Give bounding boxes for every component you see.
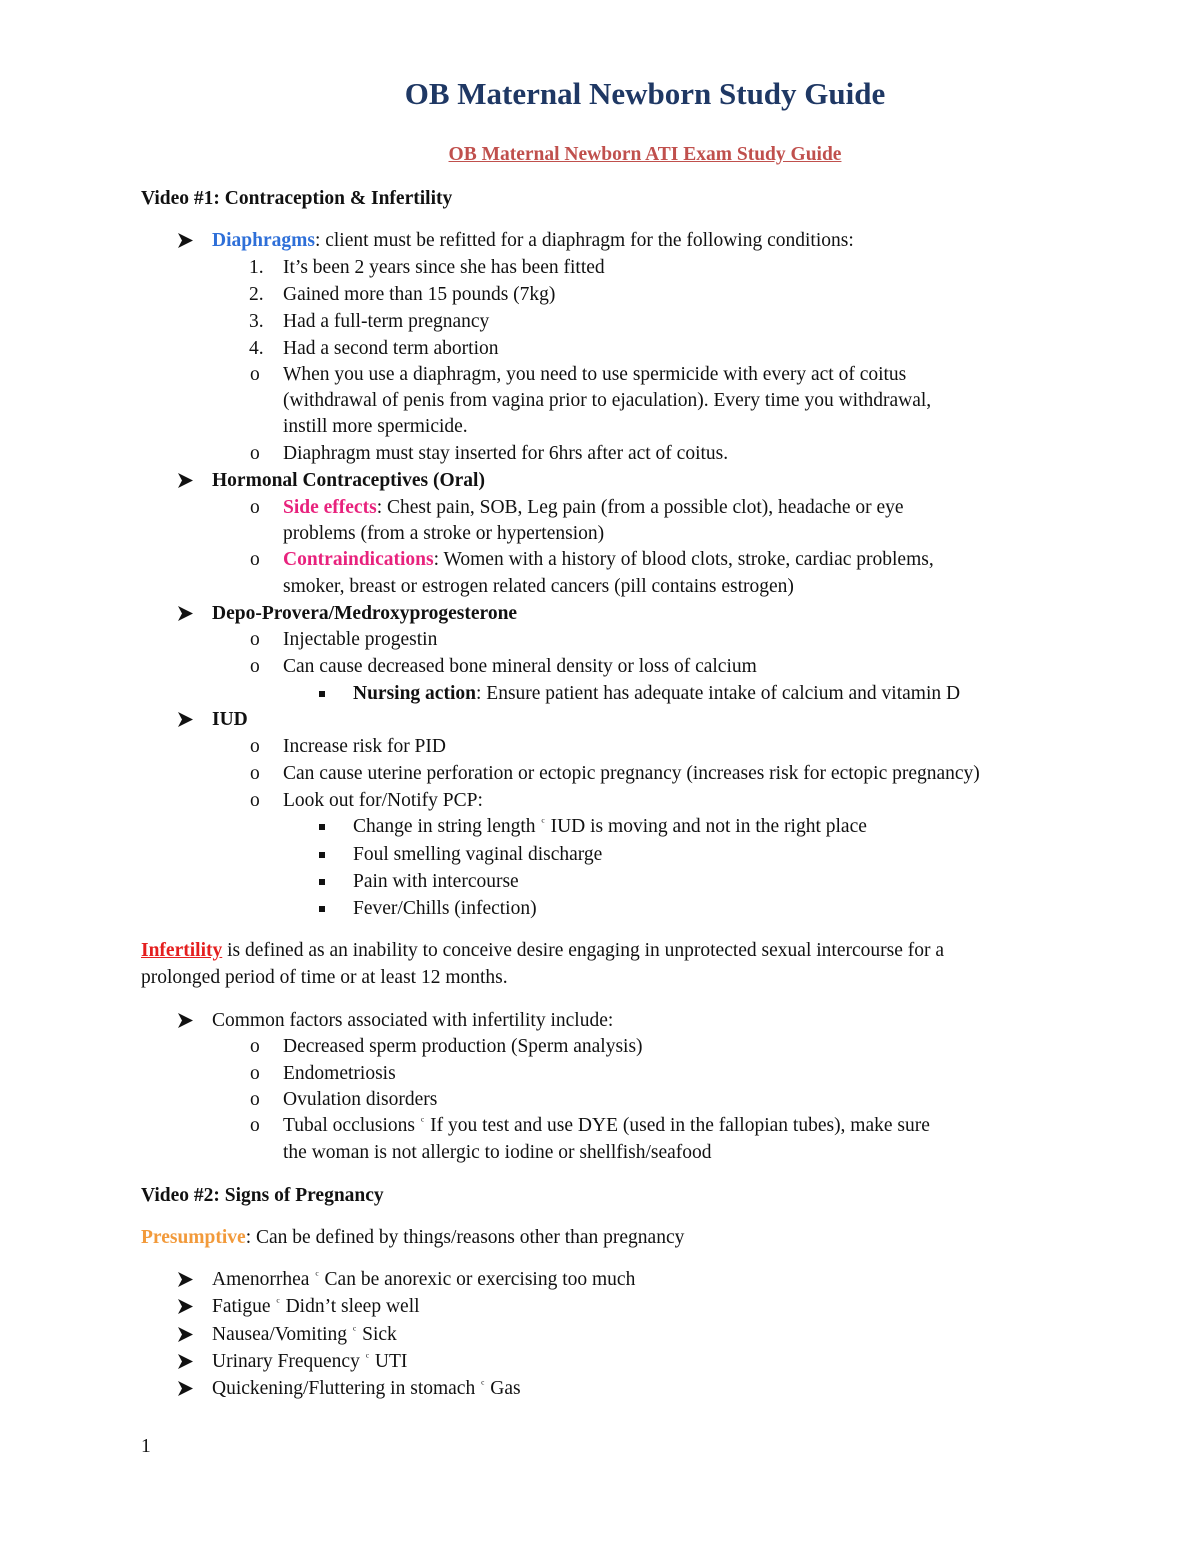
page-title: OB Maternal Newborn Study Guide <box>404 76 886 111</box>
bullet-text: Tubal occlusions ᶜ If you test and use DYE (used in the fallopian tubes), make sure <box>283 1113 930 1140</box>
pointer-icon: ᶜ <box>541 815 545 829</box>
numbered-item: Gained more than 15 pounds (7kg) <box>283 284 556 305</box>
iud-sub-item: Change in string length ᶜ IUD is moving and not in the right place <box>353 814 867 841</box>
page-subtitle: OB Maternal Newborn ATI Exam Study Guide <box>448 144 842 165</box>
sign-item: Nausea/Vomiting ᶜ Sick <box>212 1322 397 1349</box>
sign-item: Fatigue ᶜ Didn’t sleep well <box>212 1294 420 1321</box>
arrow-bullet-icon <box>177 1353 194 1370</box>
circle-bullet-icon: o <box>250 443 260 464</box>
circle-bullet-icon: o <box>250 763 260 784</box>
diaphragms-label: Diaphragms <box>212 230 315 251</box>
circle-bullet-icon: o <box>250 790 260 811</box>
pointer-icon: ᶜ <box>421 1114 425 1128</box>
circle-bullet-icon: o <box>250 1063 260 1084</box>
circle-bullet-icon: o <box>250 736 260 757</box>
pointer-icon: ᶜ <box>315 1268 319 1282</box>
arrow-bullet-icon <box>177 472 194 489</box>
infertility-paragraph-line2: prolonged period of time or at least 12 months. <box>141 967 508 988</box>
side-effects-item <box>283 495 904 521</box>
bullet-text: the woman is not allergic to iodine or shellfish/seafood <box>283 1142 712 1163</box>
arrow-bullet-icon <box>177 232 194 249</box>
pointer-icon: ᶜ <box>353 1323 357 1337</box>
iud-heading: IUD <box>212 709 248 730</box>
side-effects-text: : Chest pain, SOB, Leg pain (from a possible clot), headache or eye <box>376 497 904 518</box>
contraindications-label: Contraindications <box>283 549 434 570</box>
arrow-bullet-icon <box>177 711 194 728</box>
iud-sub-item: Pain with intercourse <box>353 871 519 892</box>
numbered-item: Had a full-term pregnancy <box>283 311 490 332</box>
circle-bullet-icon: o <box>250 1115 260 1136</box>
square-bullet-icon <box>319 879 325 885</box>
numbered-marker: 3. <box>249 311 264 332</box>
bullet-text: Increase risk for PID <box>283 736 446 757</box>
numbered-marker: 2. <box>249 284 264 305</box>
contraindications-text: : Women with a history of blood clots, stroke, cardiac problems, <box>433 549 934 570</box>
square-bullet-icon <box>319 852 325 858</box>
video1-heading: Video #1: Contraception & Infertility <box>141 188 453 209</box>
pointer-icon: ᶜ <box>481 1377 485 1391</box>
numbered-marker: 1. <box>249 257 264 278</box>
nursing-action-text: : Ensure patient has adequate intake of calcium and vitamin D <box>475 683 961 704</box>
diaphragms-item <box>212 228 854 254</box>
infertility-paragraph: Infertility is defined as an inability to conceive desire engaging in unprotected sexual intercourse for a <box>141 940 945 961</box>
bullet-text: Endometriosis <box>283 1063 396 1084</box>
arrow-bullet-icon <box>177 1012 194 1029</box>
bullet-text: problems (from a stroke or hypertension) <box>283 523 605 544</box>
hormonal-heading: Hormonal Contraceptives (Oral) <box>212 470 485 491</box>
arrow-bullet-icon <box>177 605 194 622</box>
infertility-label: Infertility <box>141 940 223 961</box>
square-bullet-icon <box>319 824 325 830</box>
pointer-icon: ᶜ <box>365 1350 369 1364</box>
side-effects-label: Side effects <box>283 497 377 518</box>
bullet-text: (withdrawal of penis from vagina prior to ejaculation). Every time you withdrawal, <box>283 390 932 411</box>
numbered-item: It’s been 2 years since she has been fitted <box>283 257 605 278</box>
arrow-bullet-icon <box>177 1326 194 1343</box>
video2-heading: Video #2: Signs of Pregnancy <box>141 1185 384 1206</box>
bullet-text: Injectable progestin <box>283 629 438 650</box>
contraindications-item <box>283 547 934 573</box>
circle-bullet-icon: o <box>250 497 260 518</box>
presumptive-label: Presumptive <box>141 1227 246 1248</box>
bullet-text: When you use a diaphragm, you need to use spermicide with every act of coitus <box>283 364 907 385</box>
page-number: 1 <box>141 1436 151 1457</box>
bullet-text: Diaphragm must stay inserted for 6hrs after act of coitus. <box>283 443 729 464</box>
square-bullet-icon <box>319 691 325 697</box>
pointer-icon: ᶜ <box>276 1295 280 1309</box>
bullet-text: Ovulation disorders <box>283 1089 438 1110</box>
depo-heading: Depo-Provera/Medroxyprogesterone <box>212 603 518 624</box>
bullet-text: Can cause decreased bone mineral density or loss of calcium <box>283 656 757 677</box>
bullet-text: Look out for/Notify PCP: <box>283 790 483 811</box>
arrow-bullet-icon <box>177 1271 194 1288</box>
iud-sub-item: Foul smelling vaginal discharge <box>353 844 603 865</box>
arrow-bullet-icon <box>177 1298 194 1315</box>
square-bullet-icon <box>319 906 325 912</box>
arrow-bullet-icon <box>177 1380 194 1397</box>
circle-bullet-icon: o <box>250 1036 260 1057</box>
diaphragms-text: : client must be refitted for a diaphragm for the following conditions: <box>314 230 854 251</box>
bullet-text: instill more spermicide. <box>283 416 468 437</box>
bullet-text: Can cause uterine perforation or ectopic pregnancy (increases risk for ectopic pregnancy) <box>283 763 980 784</box>
numbered-item: Had a second term abortion <box>283 338 499 359</box>
sign-item: Quickening/Fluttering in stomach ᶜ Gas <box>212 1376 521 1403</box>
bullet-text: smoker, breast or estrogen related cancers (pill contains estrogen) <box>283 576 794 597</box>
bullet-text: Decreased sperm production (Sperm analysis) <box>283 1036 643 1057</box>
circle-bullet-icon: o <box>250 549 260 570</box>
sign-item: Amenorrhea ᶜ Can be anorexic or exercising too much <box>212 1267 635 1294</box>
circle-bullet-icon: o <box>250 364 260 385</box>
sign-item: Urinary Frequency ᶜ UTI <box>212 1349 407 1376</box>
factors-heading: Common factors associated with infertility include: <box>212 1010 614 1031</box>
circle-bullet-icon: o <box>250 656 260 677</box>
nursing-action-label: Nursing action <box>353 683 476 704</box>
iud-sub-item: Fever/Chills (infection) <box>353 898 537 919</box>
circle-bullet-icon: o <box>250 629 260 650</box>
nursing-action-item <box>353 681 960 707</box>
circle-bullet-icon: o <box>250 1089 260 1110</box>
presumptive-line: Presumptive: Can be defined by things/reasons other than pregnancy <box>141 1227 685 1248</box>
numbered-marker: 4. <box>249 338 264 359</box>
